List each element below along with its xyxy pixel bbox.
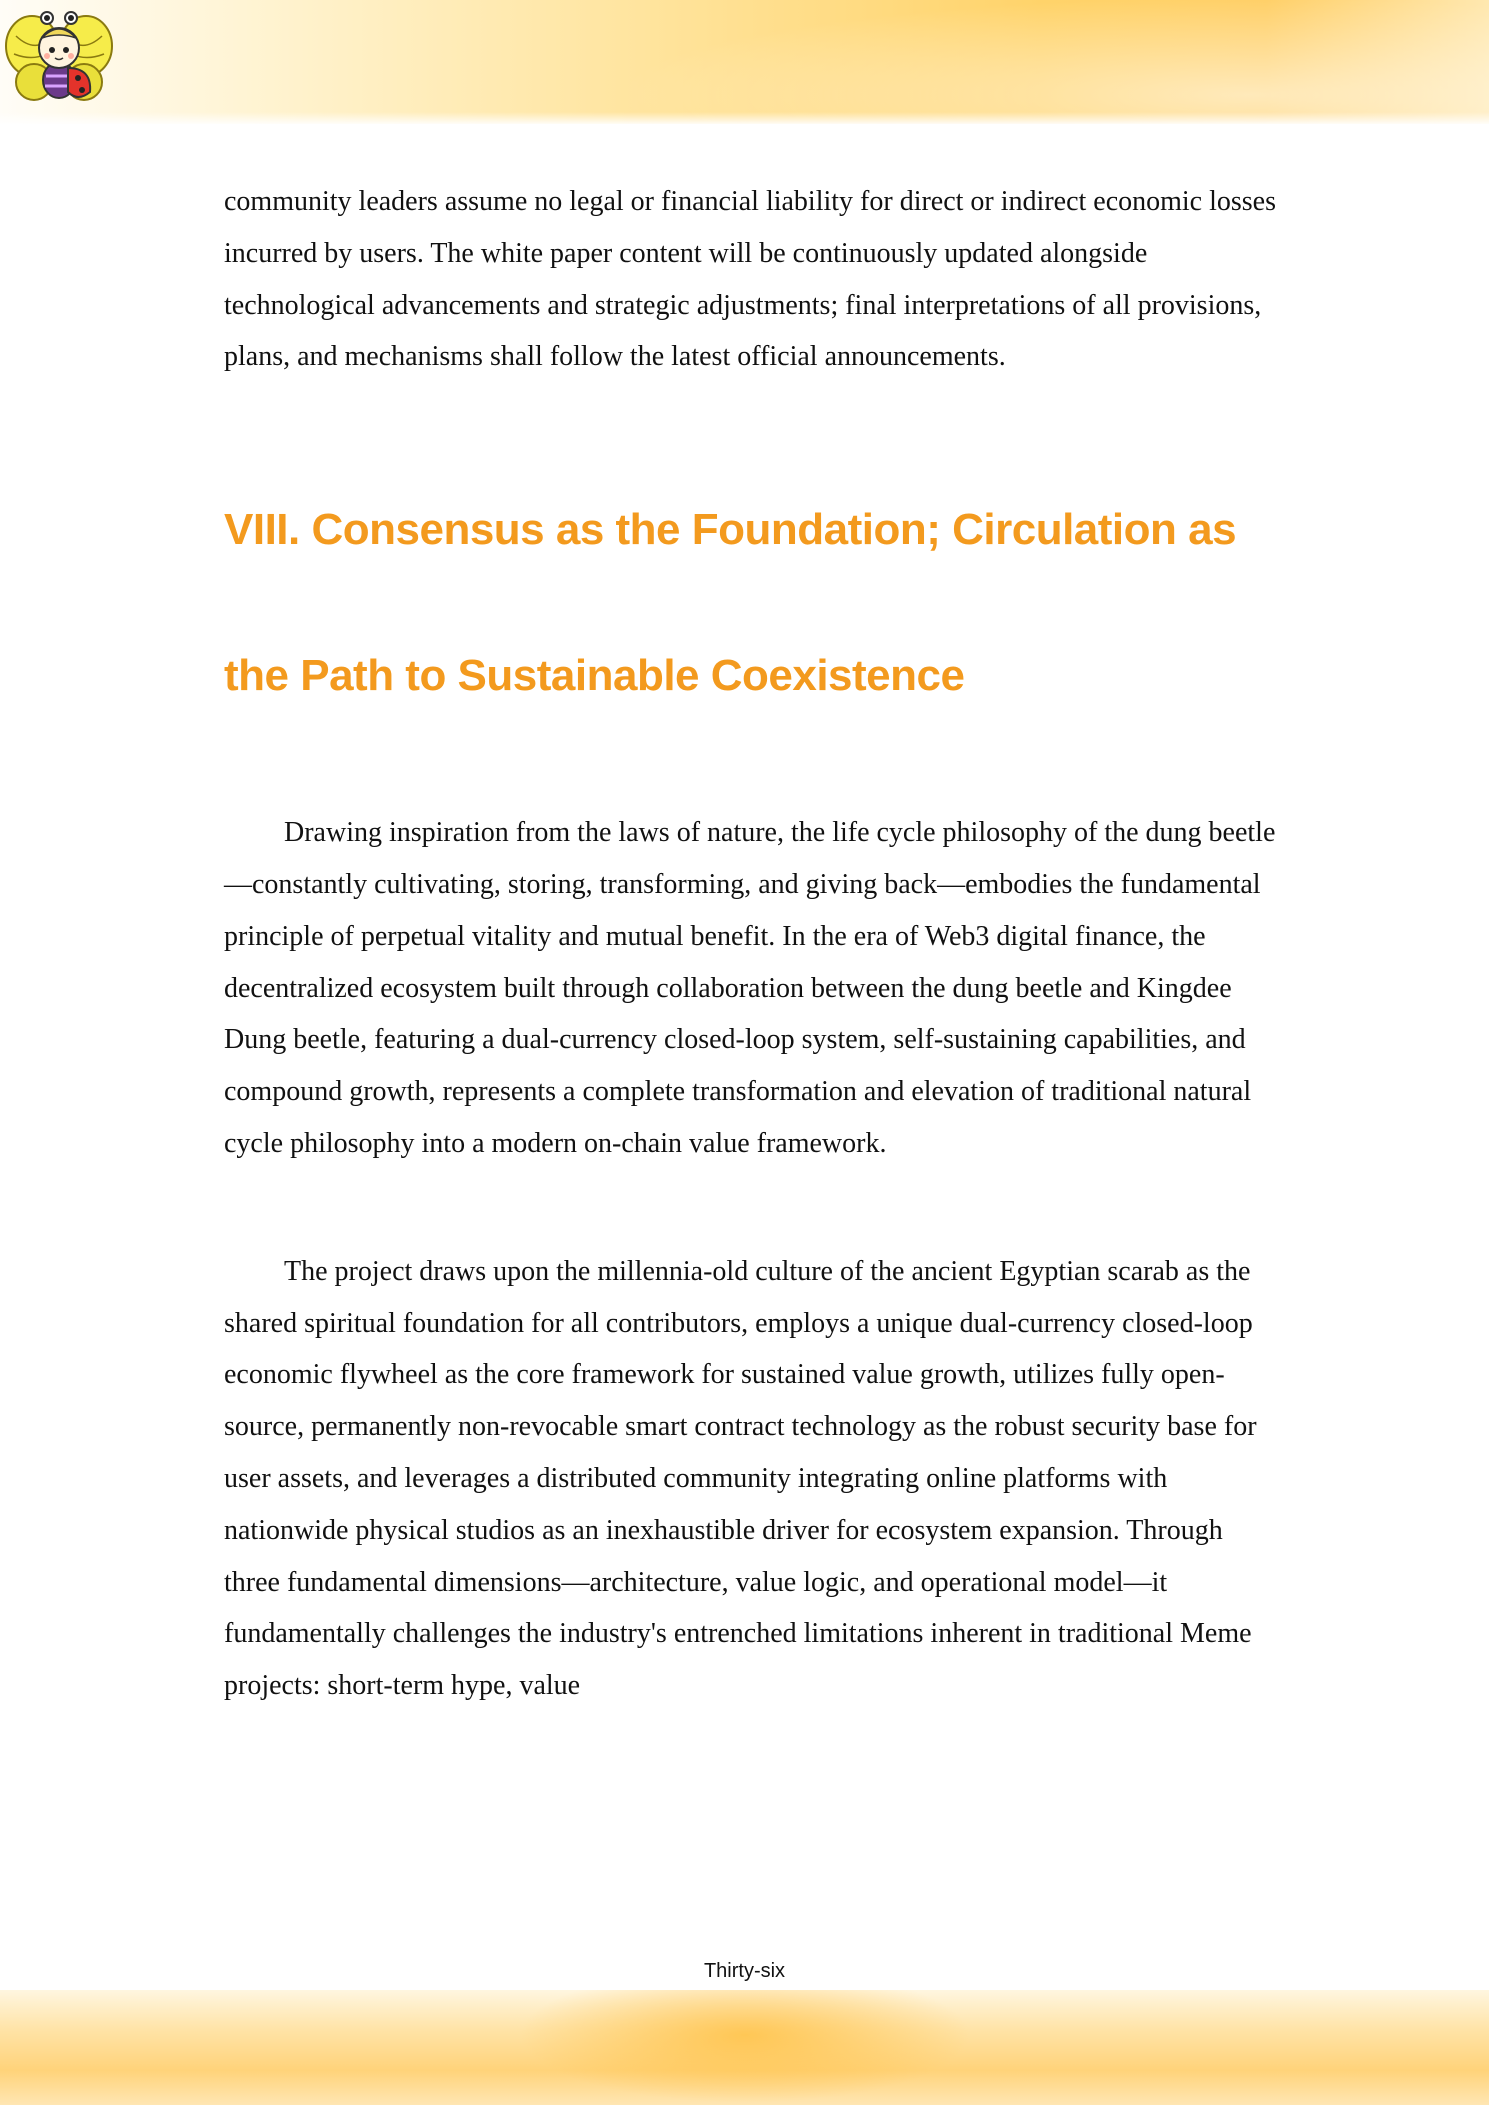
paragraph-dung-beetle-philosophy: Drawing inspiration from the laws of nature, the life cycle philosophy of the dung beetle—constantly cultivating, storing, transforming, and giving back—embodies the fundamental principle of perpetual vitality and mutual benefit. In the era of Web3 digital finance, the decentralized ecosystem built through collaboration between the dung beetle and Kingdee Dung beetle, featuring a dual-currency closed-loop system, self-sustaining capabilities, and compound growth, represents a complete transformation and elevation of traditional natural cycle philosophy into a modern on-chain value framework. — [224, 817, 1276, 1159]
header-banner — [0, 0, 1489, 124]
page-number: Thirty-six — [703, 1960, 786, 1982]
butterfly-ladybug-mascot-icon — [2, 6, 116, 106]
footer-banner — [0, 1990, 1489, 2105]
section-heading-line-2: the Path to Sustainable Coexistence — [224, 651, 965, 701]
document-body — [224, 176, 1284, 1712]
section-heading-line-1: VIII. Consensus as the Foundation; Circulation as — [224, 505, 1237, 555]
paragraph-disclaimer-continued: community leaders assume no legal or financial liability for direct or indirect economic losses incurred by users. The white paper content will be continuously updated alongside technological advancements and strategic adjustments; final interpretations of all provisions, plans, and mechanisms shall follow the latest official announcements. — [224, 186, 1277, 373]
paragraph-project-foundation: The project draws upon the millennia-old culture of the ancient Egyptian scarab as the shared spiritual foundation for all contributors, employs a unique dual-currency closed-loop economic flywheel as the core framework for sustained value growth, utilizes fully open-source, permanently non-revocable smart contract technology as the robust security base for user assets, and leverages a distributed community integrating online platforms with nationwide physical studios as an inexhaustible driver for ecosystem expansion. Through three fundamental dimensions—architecture, value logic, and operational model—it fundamentally challenges the industry's entrenched limitations inherent in traditional Meme projects: short-term hype, value — [224, 1255, 1257, 1702]
